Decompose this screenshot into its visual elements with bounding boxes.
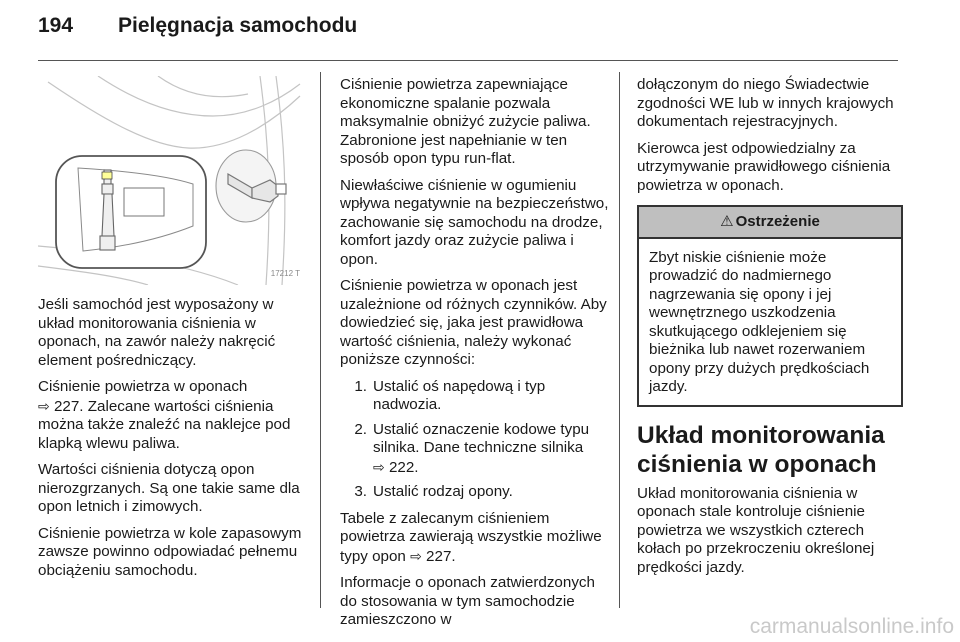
warning-header [639,207,901,239]
column-3 [637,76,903,585]
paragraph-reference [38,378,308,453]
warning-triangle-icon: ⚠ [720,213,734,230]
page-ref: 222. [384,458,419,476]
ref-text-continued: 227. Zalecane wartości ciśnienia można także znaleźć na naklejce pod klapką wlewu paliwa. [38,397,291,452]
step-text-with-ref [373,421,610,478]
column-divider-1 [320,72,321,608]
step-number: 3. [354,483,367,500]
step-text: Ustalić oznaczenie kodowe typu silnika. Dane techniczne silnika [373,420,590,456]
page-title: Pielęgnacja samochodu [118,14,358,37]
figure-fuel-flap-label [38,76,302,285]
paragraph: Wartości ciśnienia dotyczą opon nierozgrzanych. Są one takie same dla opon letnich i zimowych. [38,461,300,515]
page-ref-arrow-icon[interactable]: ⇨ [38,397,50,414]
section-body: Układ monitorowania ciśnienia w oponach stale kontroluje ciśnienie powietrza we wszystkich czterech kołach po przekroczeniu określonej prędkości jazdy. [637,484,875,576]
tables-text: Tabele z zalecanym ciśnieniem powietrza zawierają wszystkie możliwe typy opon [340,509,602,565]
step-number: 1. [354,377,367,395]
fuel-flap-illustration [38,76,302,285]
section-title: Układ monitorowania ciśnienia w oponach [637,421,885,478]
warning-body: Zbyt niskie ciśnienie może prowadzić do nadmiernego nagrzewania się opony i jej wewnętrznego uszkodzenia skutkującego odklejeniem się bieżnika lub nawet rozerwaniem opony przy dużych prędkościach jazdy. [649,248,870,395]
warning-box [637,205,903,407]
figure-id: 17212 T [270,268,300,278]
paragraph: Niewłaściwe ciśnienie w ogumieniu wpływa negatywnie na bezpieczeństwo, zachowanie się samochodu na drodze, komfort jazdy oraz zużycie paliwa i opon. [340,176,609,268]
paragraph-tables [340,510,610,567]
step-text: Ustalić oś napędową i typ nadwozia. [373,377,546,413]
paragraph: Jeśli samochód jest wyposażony w układ monitorowania ciśnienia w oponach, na zawór należy nakręcić element pośredniczący. [38,296,276,369]
page-number: 194 [38,14,74,37]
steps-list [340,378,610,502]
page-ref-arrow-icon[interactable]: ⇨ [410,547,422,564]
header-rule [38,60,898,61]
page-ref-arrow-icon[interactable]: ⇨ [373,458,385,475]
list-item [340,483,610,502]
column-divider-2 [619,72,620,608]
paragraph: Ciśnienie powietrza zapewniające ekonomiczne spalanie pozwala maksymalnie obniżyć zużycie paliwa. Zabronione jest napełnianie w ten sposób opon typu run-flat. [340,76,591,167]
list-item [340,378,610,415]
step-number: 2. [354,420,367,438]
ref-text: Ciśnienie powietrza w oponach [38,378,248,395]
watermark: carmanualsonline.info [749,615,954,638]
paragraph: Ciśnienie powietrza w kole zapasowym zawsze powinno odpowiadać pełnemu obciążeniu samochodu. [38,524,302,579]
list-item [340,421,610,478]
paragraph: dołączonym do niego Świadectwie zgodności WE lub w innych krajowych dokumentach rejestracyjnych. [637,76,894,130]
column-2 [340,76,610,638]
paragraph: Ciśnienie powietrza w oponach jest uzależnione od różnych czynników. Aby dowiedzieć się, jaka jest prawidłowa wartość ciśnienia, należy wykonać poniższe czynności: [340,277,607,368]
paragraph: Kierowca jest odpowiedzialny za utrzymywanie prawidłowego ciśnienia powietrza w oponach. [637,139,891,194]
page-ref: 227. [421,547,456,565]
column-1 [38,76,308,588]
warning-title: Ostrzeżenie [735,213,820,230]
paragraph: Informacje o oponach zatwierdzonych do stosowania w tym samochodzie zamieszczono w [340,574,595,628]
step-text: Ustalić rodzaj opony. [373,483,513,500]
page-header [38,14,357,38]
